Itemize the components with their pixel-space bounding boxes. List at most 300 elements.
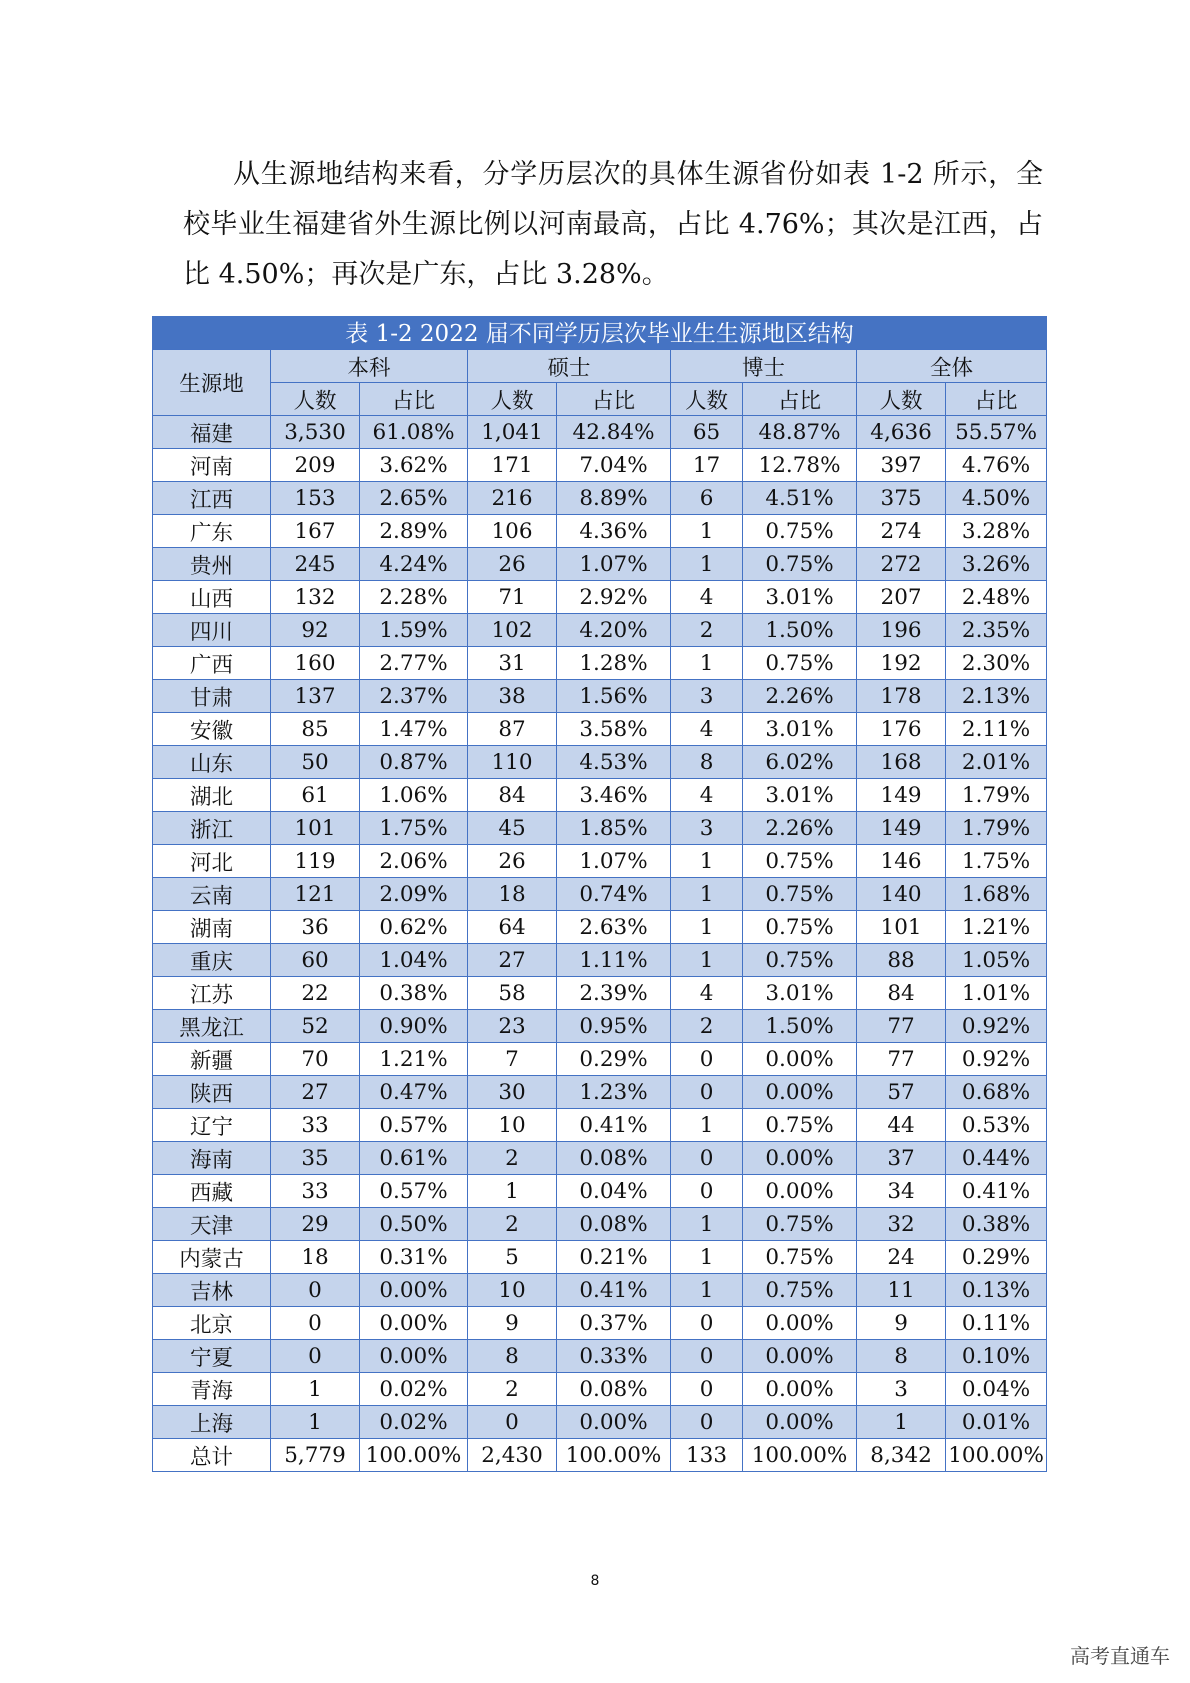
cell-undergrad-count: 5,779 [271, 1439, 360, 1472]
table-row [153, 581, 1047, 614]
table-row [153, 416, 1047, 449]
cell-region: 河北 [153, 845, 271, 878]
cell-master-count: 71 [468, 581, 557, 614]
cell-all-count: 192 [857, 647, 946, 680]
cell-all-ratio: 3.26% [946, 548, 1047, 581]
cell-master-count: 0 [468, 1406, 557, 1439]
cell-doctor-ratio: 3.01% [743, 779, 857, 812]
cell-master-ratio: 0.08% [557, 1373, 671, 1406]
cell-undergrad-ratio: 2.89% [360, 515, 468, 548]
cell-all-count: 57 [857, 1076, 946, 1109]
cell-undergrad-count: 35 [271, 1142, 360, 1175]
cell-doctor-count: 17 [671, 449, 743, 482]
cell-doctor-count: 0 [671, 1043, 743, 1076]
cell-doctor-count: 133 [671, 1439, 743, 1472]
table-row [153, 845, 1047, 878]
cell-all-ratio: 55.57% [946, 416, 1047, 449]
cell-region: 黑龙江 [153, 1010, 271, 1043]
cell-undergrad-count: 121 [271, 878, 360, 911]
cell-undergrad-ratio: 0.47% [360, 1076, 468, 1109]
cell-undergrad-ratio: 3.62% [360, 449, 468, 482]
cell-all-count: 44 [857, 1109, 946, 1142]
cell-doctor-count: 1 [671, 1109, 743, 1142]
cell-master-count: 64 [468, 911, 557, 944]
cell-region: 辽宁 [153, 1109, 271, 1142]
cell-master-ratio: 0.08% [557, 1142, 671, 1175]
cell-all-count: 8,342 [857, 1439, 946, 1472]
table-row [153, 680, 1047, 713]
cell-region: 青海 [153, 1373, 271, 1406]
cell-master-count: 8 [468, 1340, 557, 1373]
cell-all-ratio: 0.13% [946, 1274, 1047, 1307]
table-row [153, 482, 1047, 515]
cell-master-count: 5 [468, 1241, 557, 1274]
cell-master-ratio: 3.58% [557, 713, 671, 746]
cell-all-ratio: 1.75% [946, 845, 1047, 878]
cell-undergrad-count: 0 [271, 1274, 360, 1307]
cell-doctor-ratio: 0.00% [743, 1406, 857, 1439]
cell-undergrad-count: 153 [271, 482, 360, 515]
cell-undergrad-ratio: 0.00% [360, 1274, 468, 1307]
cell-all-count: 88 [857, 944, 946, 977]
cell-doctor-ratio: 0.75% [743, 911, 857, 944]
cell-undergrad-count: 85 [271, 713, 360, 746]
header-group-doctor: 博士 [671, 350, 857, 383]
cell-region: 吉林 [153, 1274, 271, 1307]
table-row [153, 878, 1047, 911]
cell-doctor-ratio: 0.75% [743, 647, 857, 680]
cell-region: 陕西 [153, 1076, 271, 1109]
cell-undergrad-ratio: 2.28% [360, 581, 468, 614]
cell-master-count: 30 [468, 1076, 557, 1109]
table-row [153, 614, 1047, 647]
cell-doctor-count: 1 [671, 878, 743, 911]
cell-master-ratio: 2.92% [557, 581, 671, 614]
cell-master-ratio: 0.95% [557, 1010, 671, 1043]
cell-doctor-count: 1 [671, 911, 743, 944]
cell-undergrad-count: 137 [271, 680, 360, 713]
cell-all-count: 77 [857, 1043, 946, 1076]
cell-master-count: 2 [468, 1142, 557, 1175]
cell-master-count: 31 [468, 647, 557, 680]
cell-all-ratio: 0.04% [946, 1373, 1047, 1406]
cell-undergrad-ratio: 1.04% [360, 944, 468, 977]
cell-undergrad-ratio: 100.00% [360, 1439, 468, 1472]
cell-doctor-ratio: 0.00% [743, 1175, 857, 1208]
cell-all-ratio: 4.50% [946, 482, 1047, 515]
cell-undergrad-count: 3,530 [271, 416, 360, 449]
cell-undergrad-ratio: 61.08% [360, 416, 468, 449]
cell-doctor-count: 8 [671, 746, 743, 779]
header-sub-count: 人数 [468, 383, 557, 416]
cell-region: 重庆 [153, 944, 271, 977]
cell-doctor-ratio: 3.01% [743, 713, 857, 746]
cell-doctor-ratio: 0.00% [743, 1307, 857, 1340]
cell-region: 新疆 [153, 1043, 271, 1076]
cell-master-count: 2,430 [468, 1439, 557, 1472]
cell-undergrad-ratio: 0.62% [360, 911, 468, 944]
cell-master-ratio: 7.04% [557, 449, 671, 482]
cell-all-ratio: 2.48% [946, 581, 1047, 614]
cell-region: 宁夏 [153, 1340, 271, 1373]
cell-region: 湖南 [153, 911, 271, 944]
cell-undergrad-count: 132 [271, 581, 360, 614]
cell-region: 内蒙古 [153, 1241, 271, 1274]
cell-doctor-count: 3 [671, 812, 743, 845]
cell-master-ratio: 0.41% [557, 1274, 671, 1307]
cell-all-count: 146 [857, 845, 946, 878]
cell-region: 海南 [153, 1142, 271, 1175]
table-row [153, 647, 1047, 680]
cell-undergrad-count: 61 [271, 779, 360, 812]
cell-undergrad-ratio: 1.21% [360, 1043, 468, 1076]
cell-doctor-ratio: 3.01% [743, 581, 857, 614]
cell-doctor-ratio: 1.50% [743, 614, 857, 647]
cell-undergrad-count: 1 [271, 1373, 360, 1406]
cell-undergrad-count: 50 [271, 746, 360, 779]
cell-undergrad-count: 36 [271, 911, 360, 944]
cell-region: 云南 [153, 878, 271, 911]
cell-master-count: 2 [468, 1208, 557, 1241]
cell-doctor-ratio: 0.75% [743, 878, 857, 911]
cell-master-ratio: 4.20% [557, 614, 671, 647]
cell-master-count: 1,041 [468, 416, 557, 449]
cell-master-ratio: 2.63% [557, 911, 671, 944]
cell-all-ratio: 100.00% [946, 1439, 1047, 1472]
cell-master-ratio: 1.07% [557, 548, 671, 581]
cell-undergrad-ratio: 2.77% [360, 647, 468, 680]
cell-doctor-count: 4 [671, 977, 743, 1010]
cell-doctor-ratio: 0.75% [743, 845, 857, 878]
cell-undergrad-ratio: 2.09% [360, 878, 468, 911]
cell-doctor-count: 0 [671, 1307, 743, 1340]
cell-all-count: 9 [857, 1307, 946, 1340]
cell-master-count: 10 [468, 1109, 557, 1142]
cell-master-ratio: 4.53% [557, 746, 671, 779]
cell-doctor-ratio: 0.75% [743, 944, 857, 977]
cell-undergrad-ratio: 1.75% [360, 812, 468, 845]
cell-doctor-count: 1 [671, 1241, 743, 1274]
table-row [153, 1076, 1047, 1109]
page-number: 8 [590, 1573, 600, 1589]
cell-doctor-ratio: 3.01% [743, 977, 857, 1010]
cell-all-count: 176 [857, 713, 946, 746]
cell-all-ratio: 1.79% [946, 812, 1047, 845]
cell-doctor-count: 0 [671, 1175, 743, 1208]
cell-doctor-ratio: 6.02% [743, 746, 857, 779]
cell-master-ratio: 0.29% [557, 1043, 671, 1076]
header-region: 生源地 [153, 350, 271, 416]
cell-region: 湖北 [153, 779, 271, 812]
cell-master-ratio: 1.85% [557, 812, 671, 845]
cell-region: 北京 [153, 1307, 271, 1340]
table-row [153, 944, 1047, 977]
cell-doctor-count: 1 [671, 647, 743, 680]
cell-doctor-count: 0 [671, 1406, 743, 1439]
table-row [153, 1142, 1047, 1175]
cell-all-count: 11 [857, 1274, 946, 1307]
table-row [153, 1373, 1047, 1406]
cell-doctor-count: 4 [671, 713, 743, 746]
cell-master-count: 58 [468, 977, 557, 1010]
cell-master-count: 106 [468, 515, 557, 548]
cell-all-ratio: 1.05% [946, 944, 1047, 977]
cell-all-count: 207 [857, 581, 946, 614]
cell-master-ratio: 0.04% [557, 1175, 671, 1208]
cell-doctor-count: 1 [671, 944, 743, 977]
cell-region: 河南 [153, 449, 271, 482]
cell-all-count: 168 [857, 746, 946, 779]
cell-all-count: 8 [857, 1340, 946, 1373]
cell-all-ratio: 2.11% [946, 713, 1047, 746]
table-row [153, 1274, 1047, 1307]
cell-master-ratio: 0.74% [557, 878, 671, 911]
cell-all-ratio: 0.11% [946, 1307, 1047, 1340]
cell-undergrad-count: 33 [271, 1175, 360, 1208]
cell-doctor-ratio: 0.75% [743, 548, 857, 581]
cell-all-ratio: 0.68% [946, 1076, 1047, 1109]
cell-undergrad-count: 18 [271, 1241, 360, 1274]
table-row [153, 1010, 1047, 1043]
cell-all-count: 37 [857, 1142, 946, 1175]
table-row [153, 548, 1047, 581]
cell-undergrad-count: 167 [271, 515, 360, 548]
cell-master-ratio: 100.00% [557, 1439, 671, 1472]
cell-all-ratio: 4.76% [946, 449, 1047, 482]
cell-undergrad-count: 101 [271, 812, 360, 845]
cell-region: 浙江 [153, 812, 271, 845]
header-sub-ratio: 占比 [946, 383, 1047, 416]
cell-master-count: 45 [468, 812, 557, 845]
cell-undergrad-ratio: 0.50% [360, 1208, 468, 1241]
cell-all-ratio: 0.92% [946, 1043, 1047, 1076]
cell-undergrad-count: 22 [271, 977, 360, 1010]
cell-master-ratio: 2.39% [557, 977, 671, 1010]
cell-master-ratio: 1.11% [557, 944, 671, 977]
cell-master-count: 38 [468, 680, 557, 713]
cell-doctor-ratio: 2.26% [743, 812, 857, 845]
cell-doctor-ratio: 1.50% [743, 1010, 857, 1043]
header-group-undergrad: 本科 [271, 350, 468, 383]
cell-all-ratio: 2.13% [946, 680, 1047, 713]
cell-all-count: 34 [857, 1175, 946, 1208]
cell-doctor-ratio: 0.00% [743, 1373, 857, 1406]
cell-master-count: 26 [468, 845, 557, 878]
table-row [153, 1208, 1047, 1241]
cell-doctor-ratio: 0.75% [743, 1109, 857, 1142]
cell-undergrad-count: 27 [271, 1076, 360, 1109]
cell-all-count: 4,636 [857, 416, 946, 449]
cell-master-ratio: 4.36% [557, 515, 671, 548]
table-row [153, 1043, 1047, 1076]
cell-all-ratio: 0.41% [946, 1175, 1047, 1208]
cell-all-count: 272 [857, 548, 946, 581]
cell-undergrad-count: 0 [271, 1340, 360, 1373]
cell-master-count: 7 [468, 1043, 557, 1076]
region-structure-table [152, 316, 1047, 1472]
cell-undergrad-count: 0 [271, 1307, 360, 1340]
cell-doctor-ratio: 12.78% [743, 449, 857, 482]
cell-region: 总计 [153, 1439, 271, 1472]
cell-undergrad-ratio: 0.31% [360, 1241, 468, 1274]
table-header [153, 350, 1047, 416]
cell-master-count: 2 [468, 1373, 557, 1406]
table-row [153, 1175, 1047, 1208]
cell-doctor-ratio: 0.75% [743, 1274, 857, 1307]
cell-all-ratio: 0.44% [946, 1142, 1047, 1175]
cell-undergrad-count: 52 [271, 1010, 360, 1043]
cell-region: 天津 [153, 1208, 271, 1241]
cell-master-ratio: 0.00% [557, 1406, 671, 1439]
cell-undergrad-ratio: 0.61% [360, 1142, 468, 1175]
cell-doctor-ratio: 48.87% [743, 416, 857, 449]
cell-all-ratio: 0.01% [946, 1406, 1047, 1439]
table-row [153, 1406, 1047, 1439]
header-sub-count: 人数 [857, 383, 946, 416]
table-row [153, 449, 1047, 482]
cell-master-ratio: 0.08% [557, 1208, 671, 1241]
cell-region: 贵州 [153, 548, 271, 581]
cell-master-ratio: 0.33% [557, 1340, 671, 1373]
cell-region: 福建 [153, 416, 271, 449]
cell-master-count: 216 [468, 482, 557, 515]
cell-master-ratio: 1.23% [557, 1076, 671, 1109]
cell-all-ratio: 2.01% [946, 746, 1047, 779]
cell-master-count: 110 [468, 746, 557, 779]
cell-undergrad-count: 1 [271, 1406, 360, 1439]
cell-master-count: 84 [468, 779, 557, 812]
cell-all-count: 77 [857, 1010, 946, 1043]
cell-all-count: 1 [857, 1406, 946, 1439]
watermark-logo-text: 高考直通车 [1070, 1644, 1170, 1668]
cell-doctor-ratio: 0.00% [743, 1142, 857, 1175]
table-row [153, 812, 1047, 845]
cell-undergrad-ratio: 2.65% [360, 482, 468, 515]
table-row [153, 515, 1047, 548]
cell-undergrad-count: 29 [271, 1208, 360, 1241]
cell-undergrad-ratio: 1.47% [360, 713, 468, 746]
cell-all-count: 149 [857, 779, 946, 812]
cell-all-ratio: 0.92% [946, 1010, 1047, 1043]
cell-master-ratio: 8.89% [557, 482, 671, 515]
cell-master-count: 10 [468, 1274, 557, 1307]
cell-undergrad-count: 60 [271, 944, 360, 977]
cell-doctor-count: 1 [671, 1274, 743, 1307]
cell-master-count: 23 [468, 1010, 557, 1043]
cell-all-ratio: 2.30% [946, 647, 1047, 680]
table-row [153, 779, 1047, 812]
cell-region: 广西 [153, 647, 271, 680]
header-sub-ratio: 占比 [360, 383, 468, 416]
cell-master-ratio: 0.21% [557, 1241, 671, 1274]
cell-region: 四川 [153, 614, 271, 647]
cell-undergrad-ratio: 0.57% [360, 1175, 468, 1208]
cell-region: 安徽 [153, 713, 271, 746]
cell-doctor-count: 0 [671, 1076, 743, 1109]
cell-undergrad-count: 70 [271, 1043, 360, 1076]
cell-master-ratio: 0.37% [557, 1307, 671, 1340]
cell-master-ratio: 1.56% [557, 680, 671, 713]
cell-doctor-ratio: 100.00% [743, 1439, 857, 1472]
cell-doctor-ratio: 2.26% [743, 680, 857, 713]
cell-master-count: 171 [468, 449, 557, 482]
cell-doctor-count: 65 [671, 416, 743, 449]
cell-undergrad-ratio: 1.59% [360, 614, 468, 647]
cell-doctor-count: 4 [671, 581, 743, 614]
table-row-total [153, 1439, 1047, 1472]
table-row [153, 1340, 1047, 1373]
table-row [153, 1307, 1047, 1340]
table-body [153, 416, 1047, 1472]
cell-all-count: 24 [857, 1241, 946, 1274]
cell-undergrad-ratio: 4.24% [360, 548, 468, 581]
cell-all-ratio: 0.38% [946, 1208, 1047, 1241]
cell-doctor-count: 2 [671, 1010, 743, 1043]
table-row [153, 713, 1047, 746]
cell-all-ratio: 1.21% [946, 911, 1047, 944]
cell-doctor-count: 0 [671, 1340, 743, 1373]
cell-all-ratio: 1.68% [946, 878, 1047, 911]
cell-master-count: 1 [468, 1175, 557, 1208]
cell-doctor-count: 0 [671, 1373, 743, 1406]
cell-region: 西藏 [153, 1175, 271, 1208]
cell-undergrad-ratio: 0.00% [360, 1340, 468, 1373]
cell-region: 山西 [153, 581, 271, 614]
cell-all-ratio: 0.10% [946, 1340, 1047, 1373]
cell-doctor-ratio: 0.00% [743, 1340, 857, 1373]
cell-undergrad-count: 245 [271, 548, 360, 581]
cell-region: 江苏 [153, 977, 271, 1010]
cell-undergrad-ratio: 0.02% [360, 1373, 468, 1406]
cell-all-count: 140 [857, 878, 946, 911]
cell-undergrad-ratio: 1.06% [360, 779, 468, 812]
cell-region: 山东 [153, 746, 271, 779]
cell-all-count: 178 [857, 680, 946, 713]
cell-doctor-count: 1 [671, 1208, 743, 1241]
cell-doctor-count: 3 [671, 680, 743, 713]
header-group-row [153, 350, 1047, 383]
cell-undergrad-ratio: 0.57% [360, 1109, 468, 1142]
cell-doctor-count: 1 [671, 515, 743, 548]
cell-master-count: 18 [468, 878, 557, 911]
cell-all-ratio: 2.35% [946, 614, 1047, 647]
cell-region: 甘肃 [153, 680, 271, 713]
cell-all-count: 397 [857, 449, 946, 482]
cell-doctor-count: 0 [671, 1142, 743, 1175]
cell-undergrad-ratio: 0.87% [360, 746, 468, 779]
cell-region: 上海 [153, 1406, 271, 1439]
cell-all-count: 84 [857, 977, 946, 1010]
header-sub-row [153, 383, 1047, 416]
cell-doctor-ratio: 0.00% [743, 1076, 857, 1109]
cell-master-ratio: 1.28% [557, 647, 671, 680]
header-group-all: 全体 [857, 350, 1047, 383]
cell-doctor-count: 4 [671, 779, 743, 812]
cell-undergrad-ratio: 0.38% [360, 977, 468, 1010]
header-sub-count: 人数 [271, 383, 360, 416]
table-row [153, 1241, 1047, 1274]
table-row [153, 911, 1047, 944]
cell-doctor-ratio: 4.51% [743, 482, 857, 515]
cell-doctor-ratio: 0.75% [743, 515, 857, 548]
cell-doctor-count: 1 [671, 548, 743, 581]
cell-undergrad-ratio: 0.00% [360, 1307, 468, 1340]
header-sub-ratio: 占比 [743, 383, 857, 416]
cell-master-ratio: 42.84% [557, 416, 671, 449]
cell-all-ratio: 0.29% [946, 1241, 1047, 1274]
header-group-master: 硕士 [468, 350, 671, 383]
cell-undergrad-count: 160 [271, 647, 360, 680]
